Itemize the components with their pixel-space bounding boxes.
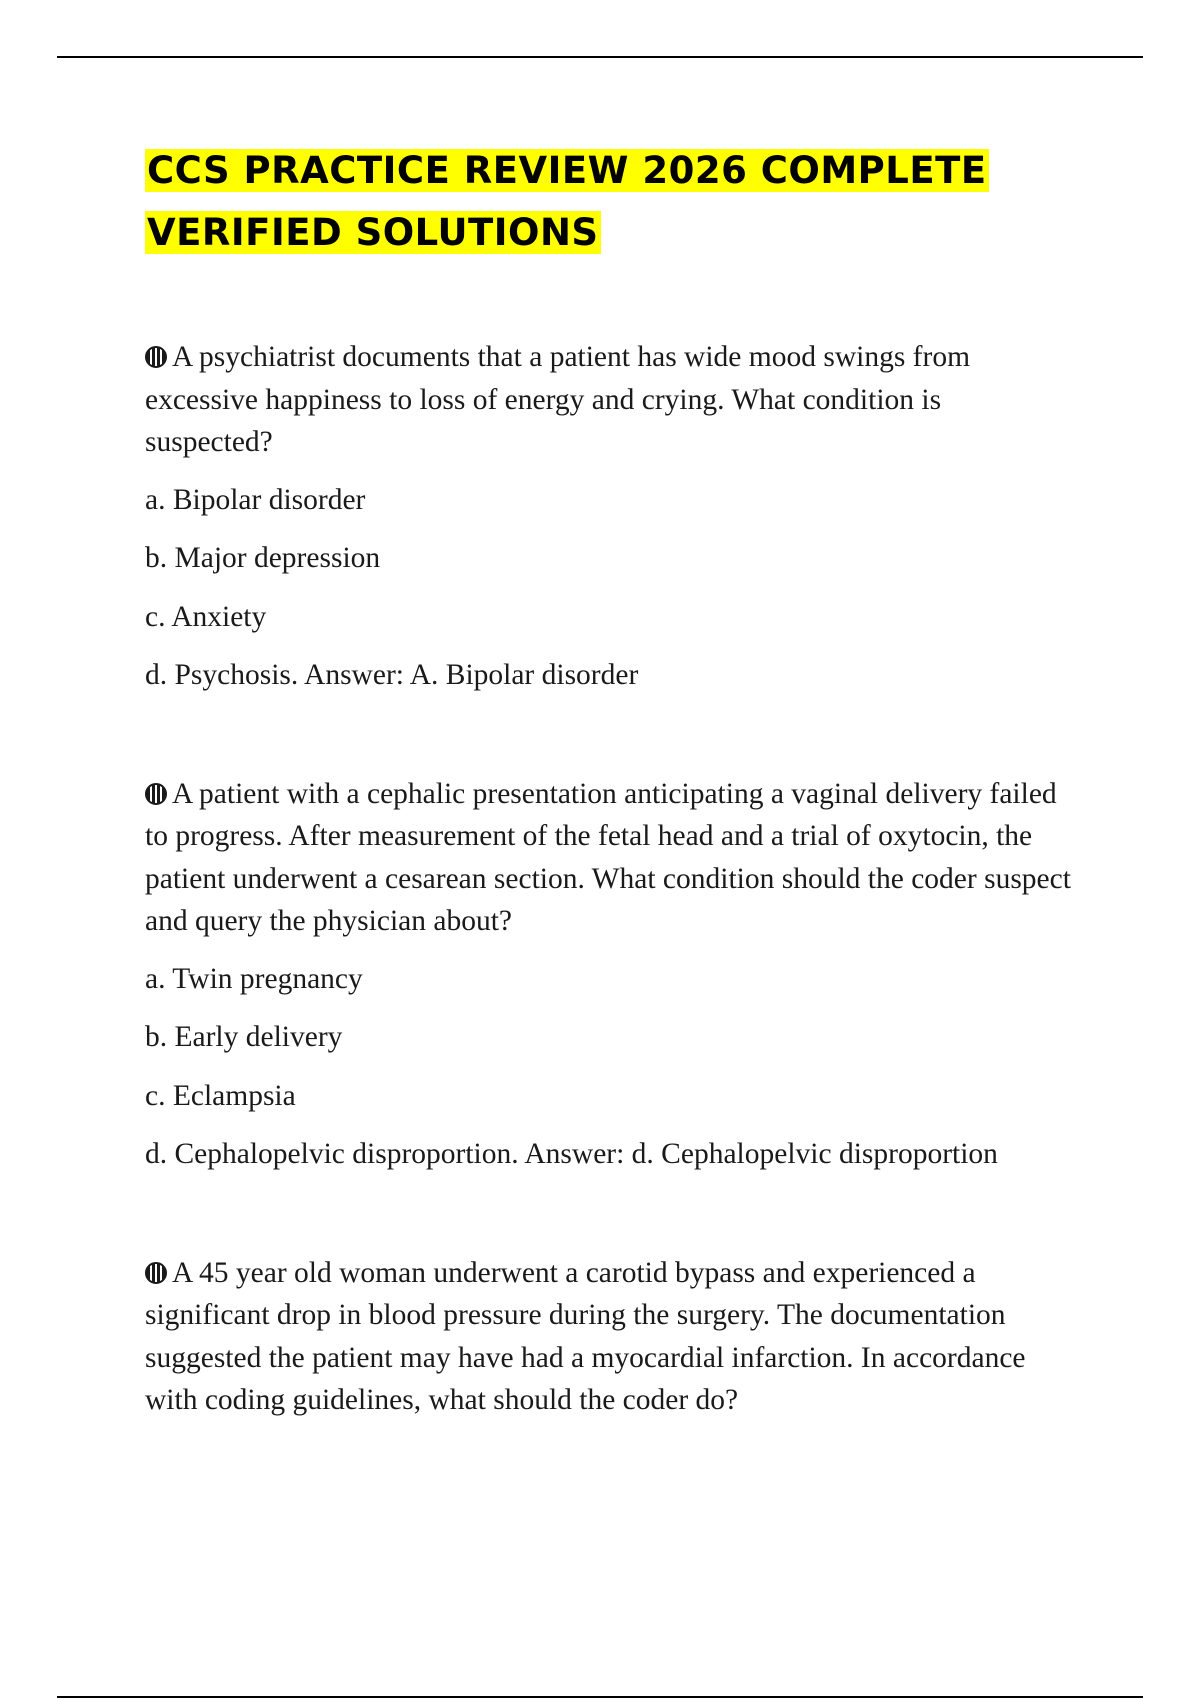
question-stem: A 45 year old woman underwent a carotid bypass and experienced a significant drop in blood pressure during the surgery. The documentation suggested the patient may have had a myocardial infarction. In accordance with coding guidelines, what should the coder do?	[145, 1256, 1026, 1416]
circle-striped-bullet-icon	[145, 783, 167, 805]
circle-striped-bullet-icon	[145, 346, 167, 368]
top-divider	[57, 56, 1143, 58]
question-stem: A psychiatrist documents that a patient has wide mood swings from excessive happiness to loss of energy and crying. What condition is suspected?	[145, 341, 971, 458]
answer-option: d. Cephalopelvic disproportion. Answer: d. Cephalopelvic disproportion	[145, 1138, 998, 1170]
question-block	[145, 1252, 1075, 1422]
answer-option: a. Bipolar disorder	[145, 483, 366, 516]
title-highlight: CCS PRACTICE REVIEW 2026 COMPLETE VERIFIED SOLUTIONS	[147, 149, 987, 254]
bottom-divider	[57, 1696, 1143, 1698]
document-body	[145, 140, 1075, 1422]
circle-striped-bullet-icon	[145, 1262, 167, 1284]
question-text	[145, 1252, 1075, 1422]
question-block	[145, 773, 1075, 1176]
answer-option: b. Early delivery	[145, 1021, 343, 1053]
answer-option: b. Major depression	[145, 542, 381, 574]
answer-option: a. Twin pregnancy	[145, 962, 363, 995]
question-text	[145, 773, 1075, 943]
question-text	[145, 336, 1075, 464]
answer-option: c. Eclampsia	[145, 1079, 296, 1112]
question-block	[145, 336, 1075, 697]
answer-option: d. Psychosis. Answer: A. Bipolar disorder	[145, 659, 639, 691]
document-title	[145, 140, 1075, 264]
answer-option: c. Anxiety	[145, 600, 267, 633]
question-stem: A patient with a cephalic presentation anticipating a vaginal delivery failed to progress. After measurement of the fetal head and a trial of oxytocin, the patient underwent a cesarean section. What condition should the coder suspect and query the physician about?	[145, 777, 1071, 937]
